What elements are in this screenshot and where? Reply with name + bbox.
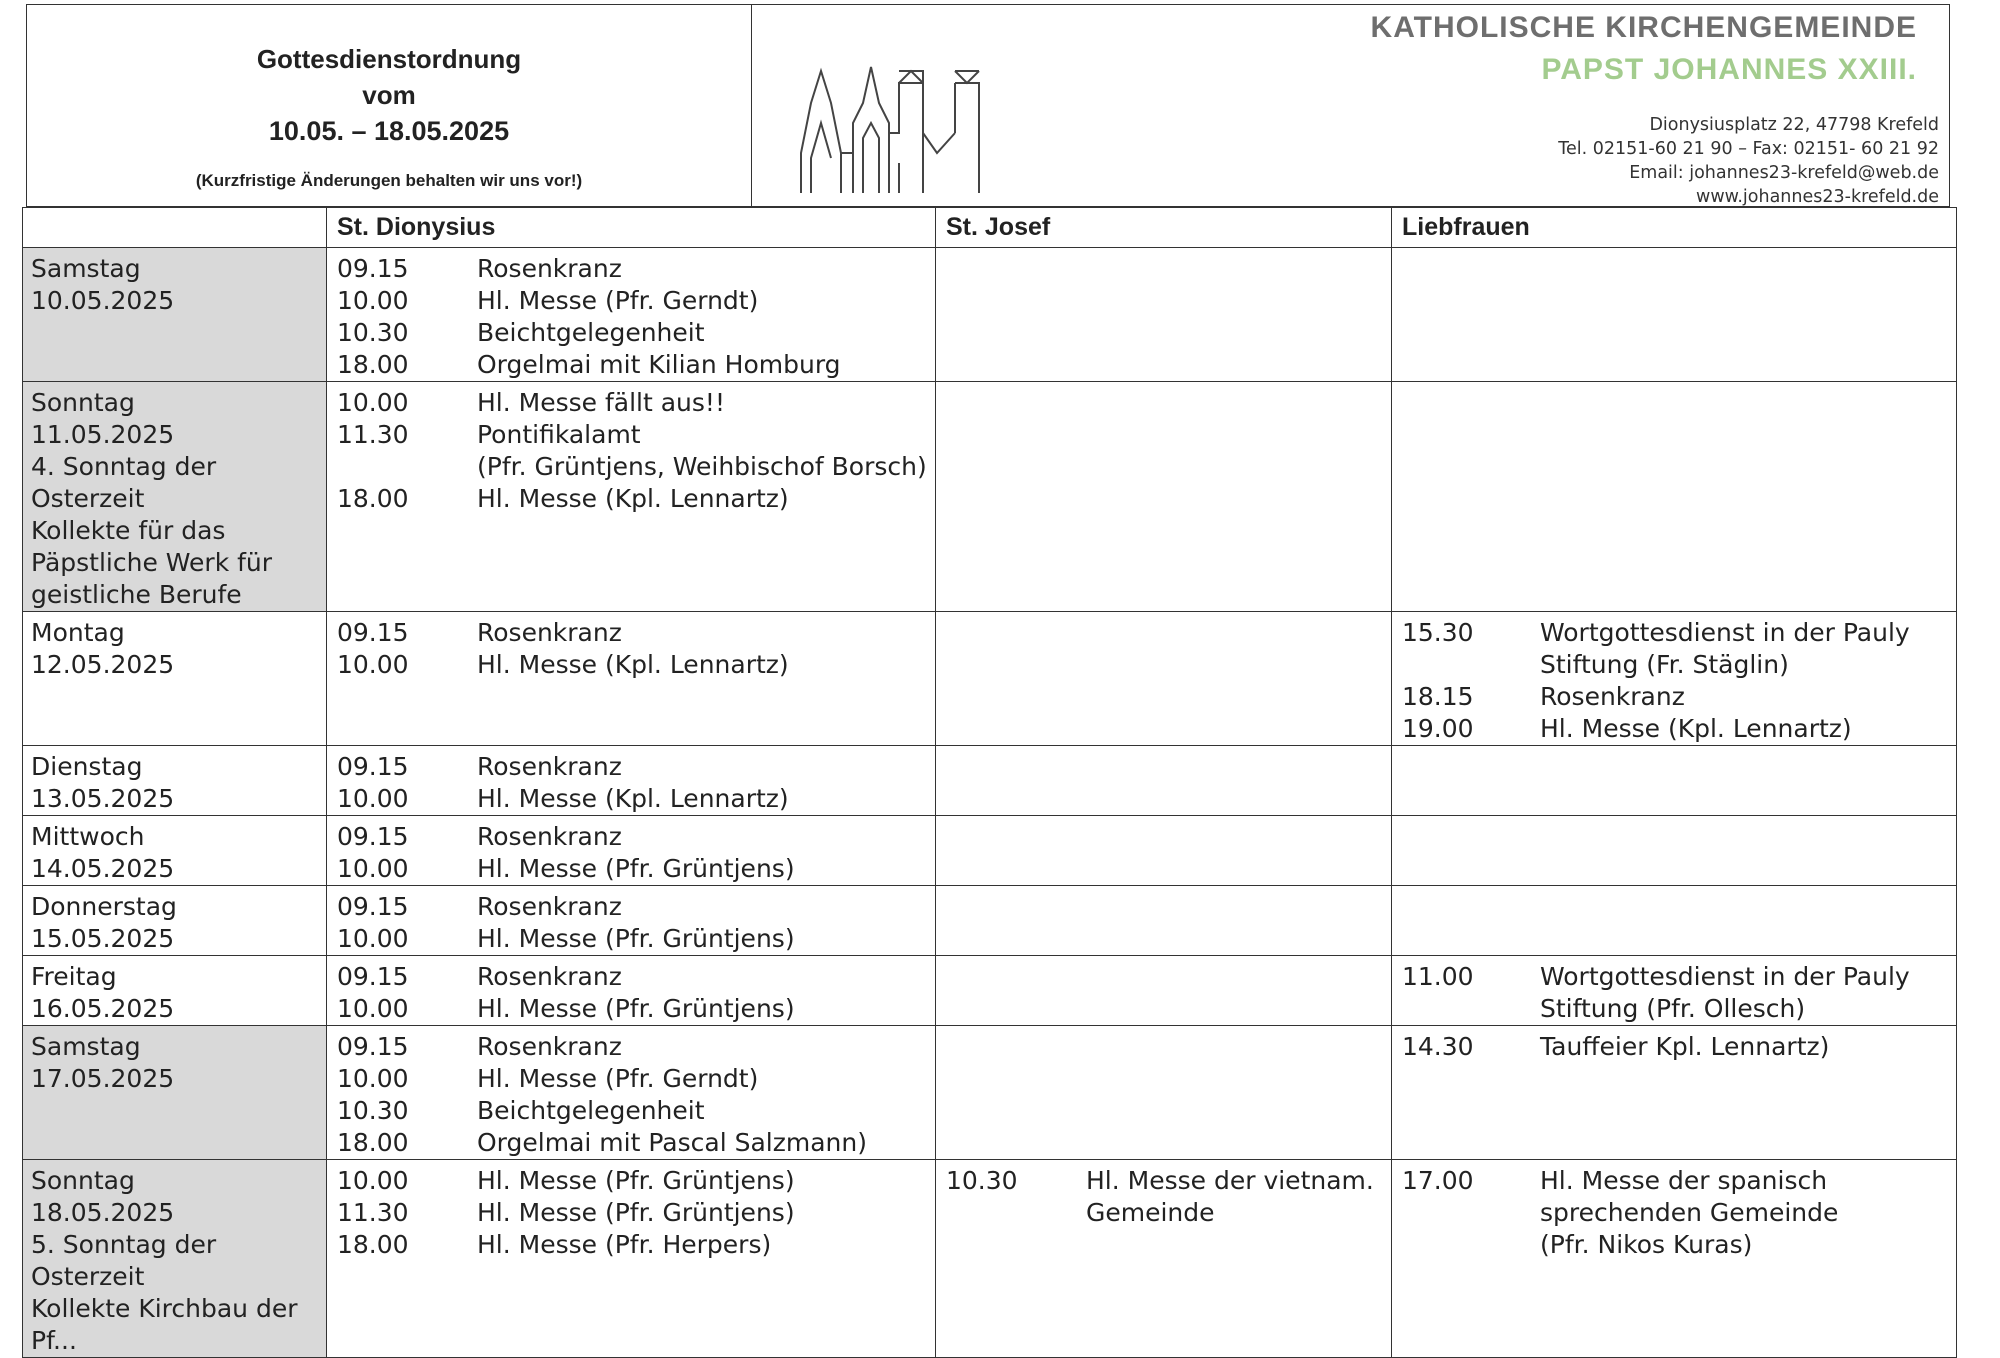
document-header [26,4,1950,207]
cell-dionysius [327,746,936,816]
event-title: Hl. Messe (Pfr. Grüntjens) [477,854,795,883]
table-row [23,248,1957,382]
event [327,1197,935,1229]
event-title: Hl. Messe (Pfr. Grüntjens) [477,924,795,953]
event [327,419,935,451]
event-time: 17.00 [1402,1166,1474,1195]
event [327,751,935,783]
event-time: 19.00 [1402,714,1474,743]
event-title: Hl. Messe der spanisch [1540,1166,1828,1195]
event-time: 14.30 [1402,1032,1474,1061]
event [327,617,935,649]
event-time: 09.15 [337,892,409,921]
event-title: Rosenkranz [1540,682,1685,711]
cell-dionysius [327,886,936,956]
day-cell [23,816,327,886]
event [1392,713,1956,745]
event-time: 10.00 [337,388,409,417]
day-cell [23,1026,327,1160]
weekday-label: Dienstag [31,752,143,781]
event [1392,1165,1956,1197]
event-time: 09.15 [337,962,409,991]
event-time: 10.30 [946,1166,1018,1195]
day-cell [23,612,327,746]
table-row [23,382,1957,612]
day-note: Osterzeit [31,1262,145,1291]
event-title: Rosenkranz [477,822,622,851]
event-title: Tauffeier Kpl. Lennartz) [1540,1032,1830,1061]
address: Dionysiusplatz 22, 47798 Krefeld [1649,115,1939,135]
weekday-label: Samstag [31,1032,141,1061]
event [327,317,935,349]
event [327,1165,935,1197]
event [327,1095,935,1127]
event-time: 11.30 [337,420,409,449]
event-time: 15.30 [1402,618,1474,647]
cell-dionysius [327,612,936,746]
cell-josef [936,816,1392,886]
day-note: 4. Sonntag der [31,452,217,481]
event-title: Hl. Messe (Pfr. Gerndt) [477,286,759,315]
weekday-label: Montag [31,618,125,647]
cell-dionysius [327,248,936,382]
event-time: 10.00 [337,854,409,883]
email: Email: johannes23-krefeld@web.de [1629,163,1939,183]
event [327,387,935,419]
event [1392,1229,1956,1261]
event-title: Rosenkranz [477,254,622,283]
date-label: 11.05.2025 [31,420,175,449]
event-time [1402,1197,1540,1229]
event-time [1402,1229,1540,1261]
table-header-row [23,208,1957,248]
event-time [337,451,477,483]
event [327,821,935,853]
title-vom: vom [362,80,416,110]
phone-fax: Tel. 02151-60 21 90 – Fax: 02151- 60 21 92 [1558,139,1939,159]
event [327,993,935,1025]
event [327,285,935,317]
event-title: Hl. Messe (Pfr. Grüntjens) [477,1166,795,1195]
date-label: 10.05.2025 [31,286,175,315]
event-time: 18.00 [337,1230,409,1259]
weekday-label: Freitag [31,962,117,991]
event-time: 10.00 [337,994,409,1023]
event-time: 09.15 [337,752,409,781]
church-towers-logo [787,63,1007,198]
day-cell [23,1160,327,1358]
table-row [23,816,1957,886]
event [327,649,935,681]
cell-liebfrauen [1392,886,1957,956]
date-label: 13.05.2025 [31,784,175,813]
header-st-josef: St. Josef [936,208,1392,248]
cell-dionysius [327,1026,936,1160]
event [327,1229,935,1261]
day-cell [23,746,327,816]
table-row [23,1160,1957,1358]
event-title: Rosenkranz [477,752,622,781]
day-cell [23,956,327,1026]
cell-liebfrauen [1392,746,1957,816]
day-note: Osterzeit [31,484,145,513]
date-range: 10.05. – 18.05.2025 [268,116,510,146]
day-note: Pf... [31,1326,77,1355]
event-time: 09.15 [337,254,409,283]
event-time: 10.00 [337,924,409,953]
table-row [23,612,1957,746]
schedule-table [22,207,1957,1358]
event-title: Wortgottesdienst in der Pauly [1540,618,1910,647]
schedule-body [23,248,1957,1358]
weekday-label: Sonntag [31,1166,135,1195]
event-title: Hl. Messe der vietnam. [1086,1166,1374,1195]
event-time: 10.00 [337,650,409,679]
event-time [1402,993,1540,1025]
parish-name: KATHOLISCHE KIRCHENGEMEINDE [1370,11,1917,44]
date-label: 12.05.2025 [31,650,175,679]
table-row [23,886,1957,956]
event [1392,961,1956,993]
header-liebfrauen: Liebfrauen [1392,208,1957,248]
event-title: Gemeinde [1086,1198,1215,1227]
event [936,1165,1391,1197]
event [327,783,935,815]
event-time: 11.00 [1402,962,1474,991]
cell-liebfrauen [1392,248,1957,382]
contact-block [1558,113,1939,209]
event-title: Orgelmai mit Pascal Salzmann) [477,1128,867,1157]
event-title: Rosenkranz [477,1032,622,1061]
event [1392,1197,1956,1229]
event-time: 10.30 [337,318,409,347]
weekday-label: Sonntag [31,388,135,417]
event [327,349,935,381]
event-title: Wortgottesdienst in der Pauly [1540,962,1910,991]
day-note: Päpstliche Werk für [31,548,273,577]
event-time: 09.15 [337,822,409,851]
event-time: 18.15 [1402,682,1474,711]
cell-josef [936,1160,1392,1358]
event-time: 09.15 [337,618,409,647]
event-title: Hl. Messe (Kpl. Lennartz) [477,784,789,813]
change-note: (Kurzfristige Änderungen behalten wir uns vor!) [195,171,583,190]
day-cell [23,886,327,956]
event-title: Stiftung (Pfr. Ollesch) [1540,994,1806,1023]
event-title: sprechenden Gemeinde [1540,1198,1839,1227]
event-title: Hl. Messe (Kpl. Lennartz) [477,484,789,513]
event [327,891,935,923]
event [327,961,935,993]
event [1392,993,1956,1025]
cell-dionysius [327,382,936,612]
event [327,483,935,515]
day-note: Kollekte für das [31,516,226,545]
event-title: Hl. Messe (Pfr. Grüntjens) [477,994,795,1023]
event-title: Rosenkranz [477,618,622,647]
event-title: Rosenkranz [477,892,622,921]
date-label: 14.05.2025 [31,854,175,883]
date-label: 15.05.2025 [31,924,175,953]
date-label: 16.05.2025 [31,994,175,1023]
document-title: Gottesdienstordnung [256,44,522,74]
event [936,1197,1391,1229]
day-note: Kollekte Kirchbau der [31,1294,298,1323]
cell-dionysius [327,1160,936,1358]
weekday-label: Mittwoch [31,822,145,851]
website: www.johannes23-krefeld.de [1696,187,1939,207]
schedule-table-wrapper [22,207,1956,1355]
day-cell [23,248,327,382]
event-title: Pontifikalamt [477,420,641,449]
cell-josef [936,248,1392,382]
event [327,451,935,483]
event-time [946,1197,1086,1229]
event-title: Stiftung (Fr. Stäglin) [1540,650,1789,679]
event-time: 18.00 [337,484,409,513]
event [327,253,935,285]
cell-dionysius [327,956,936,1026]
event-time: 10.00 [337,1166,409,1195]
header-day [23,208,327,248]
event-time: 10.00 [337,784,409,813]
event-time: 09.15 [337,1032,409,1061]
event-title: Beichtgelegenheit [477,318,705,347]
event-title: Hl. Messe (Kpl. Lennartz) [1540,714,1852,743]
table-row [23,956,1957,1026]
weekday-label: Donnerstag [31,892,177,921]
event-time: 18.00 [337,1128,409,1157]
event-title: (Pfr. Nikos Kuras) [1540,1230,1753,1259]
cell-liebfrauen [1392,1160,1957,1358]
table-row [23,746,1957,816]
event-time [1402,649,1540,681]
header-st-dionysius: St. Dionysius [327,208,936,248]
cell-liebfrauen [1392,816,1957,886]
event [327,853,935,885]
cell-liebfrauen [1392,956,1957,1026]
event-title: Hl. Messe (Kpl. Lennartz) [477,650,789,679]
event-title: Hl. Messe (Pfr. Grüntjens) [477,1198,795,1227]
day-note: geistliche Berufe [31,580,242,609]
cell-liebfrauen [1392,612,1957,746]
day-note: 5. Sonntag der [31,1230,217,1259]
event-title: Hl. Messe (Pfr. Herpers) [477,1230,772,1259]
event-time: 11.30 [337,1198,409,1227]
event-title: Orgelmai mit Kilian Homburg [477,350,841,379]
event [327,1063,935,1095]
event-time: 10.30 [337,1096,409,1125]
cell-josef [936,956,1392,1026]
date-label: 17.05.2025 [31,1064,175,1093]
event-title: Rosenkranz [477,962,622,991]
event-title: Beichtgelegenheit [477,1096,705,1125]
cell-dionysius [327,816,936,886]
event-title: Hl. Messe fällt aus!! [477,388,725,417]
event-time: 10.00 [337,1064,409,1093]
weekday-label: Samstag [31,254,141,283]
event [1392,681,1956,713]
event [327,1127,935,1159]
parish-subname: PAPST JOHANNES XXIII. [1541,53,1917,86]
event-time: 10.00 [337,286,409,315]
event [327,1031,935,1063]
event [1392,649,1956,681]
table-row [23,1026,1957,1160]
cell-liebfrauen [1392,382,1957,612]
event [1392,1031,1956,1063]
cell-josef [936,1026,1392,1160]
cell-liebfrauen [1392,1026,1957,1160]
event [327,923,935,955]
event [1392,617,1956,649]
date-label: 18.05.2025 [31,1198,175,1227]
cell-josef [936,382,1392,612]
cell-josef [936,886,1392,956]
title-box [27,5,752,206]
event-title: Hl. Messe (Pfr. Gerndt) [477,1064,759,1093]
cell-josef [936,612,1392,746]
event-time: 18.00 [337,350,409,379]
day-cell [23,382,327,612]
event-title: (Pfr. Grüntjens, Weihbischof Borsch) [477,452,927,481]
cell-josef [936,746,1392,816]
